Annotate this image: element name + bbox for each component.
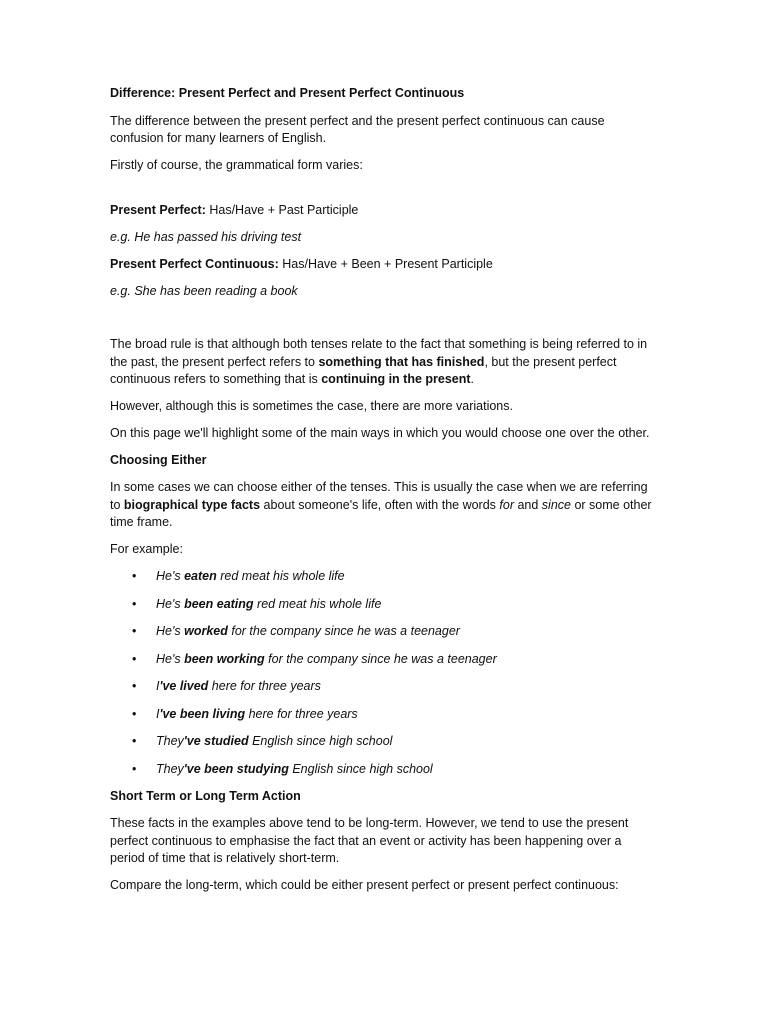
bullet-icon: • (132, 679, 137, 693)
present-perfect-example-text: e.g. He has passed his driving test (110, 230, 302, 244)
list-item (110, 651, 658, 669)
examples-list (110, 568, 658, 778)
form-intro-paragraph: Firstly of course, the grammatical form varies: (110, 158, 363, 172)
rule-text-1: The broad rule is that although both tenses relate to the fact that something is being referred to in the past, the present perfect refers to (110, 337, 648, 369)
list-item (110, 596, 658, 614)
example-subject: They (156, 761, 184, 776)
example-subject: They (156, 734, 184, 748)
example-verb: 've studied (183, 734, 249, 748)
rule-text-3: . (470, 372, 475, 386)
bullet-icon: • (132, 651, 137, 666)
example-subject: He's (156, 569, 181, 583)
present-perfect-continuous-example-text: e.g. She has been reading a book (110, 284, 298, 298)
present-perfect-continuous-formula: Has/Have + Been + Present Participle (278, 257, 493, 271)
either-text-2: about someone's life, often with the words (260, 497, 500, 512)
example-verb: 've been studying (183, 761, 289, 776)
bullet-icon: • (132, 706, 137, 721)
example-rest: red meat his whole life (253, 596, 382, 611)
rule-emphasis-continuing: continuing in the present (321, 372, 471, 386)
example-subject: He's (156, 651, 181, 666)
example-rest: for the company since he was a teenager (264, 651, 497, 666)
example-verb: eaten (180, 569, 217, 583)
bullet-icon: • (132, 761, 137, 776)
bullet-icon: • (132, 734, 137, 748)
example-subject: He's (156, 624, 181, 638)
example-rest: red meat his whole life (216, 569, 345, 583)
document-title: Difference: Present Perfect and Present Perfect Continuous (110, 86, 465, 100)
example-rest: here for three years (208, 679, 321, 693)
example-verb: 've been living (159, 706, 246, 721)
either-word-since: since (541, 497, 571, 512)
bullet-icon: • (132, 624, 137, 638)
present-perfect-continuous-example (110, 283, 658, 301)
either-emphasis: biographical type facts (123, 497, 261, 512)
example-verb: worked (180, 624, 228, 638)
for-example-label: For example: (110, 542, 183, 556)
variations-paragraph: However, although this is sometimes the case, there are more variations. (110, 399, 513, 413)
example-verb: been working (180, 651, 265, 666)
present-perfect-label: Present Perfect: (110, 203, 206, 217)
either-text-3: or some other time frame. (110, 497, 652, 529)
list-item (110, 761, 658, 779)
section-heading-choosing-either: Choosing Either (110, 453, 207, 467)
compare-paragraph: Compare the long-term, which could be either present perfect or present perfect continuous: (110, 878, 619, 892)
example-subject: I (156, 679, 160, 693)
choosing-either-paragraph (110, 479, 658, 532)
spacer (110, 310, 658, 336)
example-subject: I (156, 706, 160, 721)
example-rest: English since high school (248, 734, 393, 748)
either-word-for: for (499, 497, 514, 512)
broad-rule-paragraph (110, 336, 658, 389)
bullet-icon: • (132, 569, 137, 583)
spacer (110, 184, 658, 202)
example-rest: for the company since he was a teenager (227, 624, 460, 638)
example-verb: been eating (180, 596, 254, 611)
document-body (110, 85, 658, 904)
rule-text-2: , but the present perfect continuous refers to something that is (110, 354, 617, 386)
present-perfect-example (110, 229, 658, 247)
intro-paragraph: The difference between the present perfect and the present perfect continuous can cause confusion for many learners of English. (110, 113, 605, 145)
present-perfect-formula: Has/Have + Past Participle (205, 203, 359, 217)
example-verb: 've lived (159, 679, 209, 693)
example-subject: He's (156, 596, 181, 611)
section-heading-short-long-term: Short Term or Long Term Action (110, 789, 301, 803)
list-item (110, 706, 658, 724)
highlight-paragraph: On this page we'll highlight some of the main ways in which you would choose one over the other. (110, 426, 650, 440)
present-perfect-continuous-label: Present Perfect Continuous: (110, 257, 279, 271)
example-rest: English since high school (288, 761, 433, 776)
rule-emphasis-finished: something that has finished (318, 354, 485, 369)
either-text-and: and (513, 497, 542, 512)
list-item (110, 733, 658, 751)
short-long-term-paragraph: These facts in the examples above tend to be long-term. However, we tend to use the present perfect continuous to emphasise the fact that an event or activity has been happening over a period of time that is relatively short-term. (110, 816, 629, 865)
list-item (110, 568, 658, 586)
example-rest: here for three years (245, 706, 358, 721)
present-perfect-form (110, 202, 658, 220)
list-item (110, 623, 658, 641)
list-item (110, 678, 658, 696)
present-perfect-continuous-form (110, 256, 658, 274)
either-text-1: In some cases we can choose either of the tenses. This is usually the case when we are referring to (110, 480, 648, 512)
bullet-icon: • (132, 596, 137, 611)
